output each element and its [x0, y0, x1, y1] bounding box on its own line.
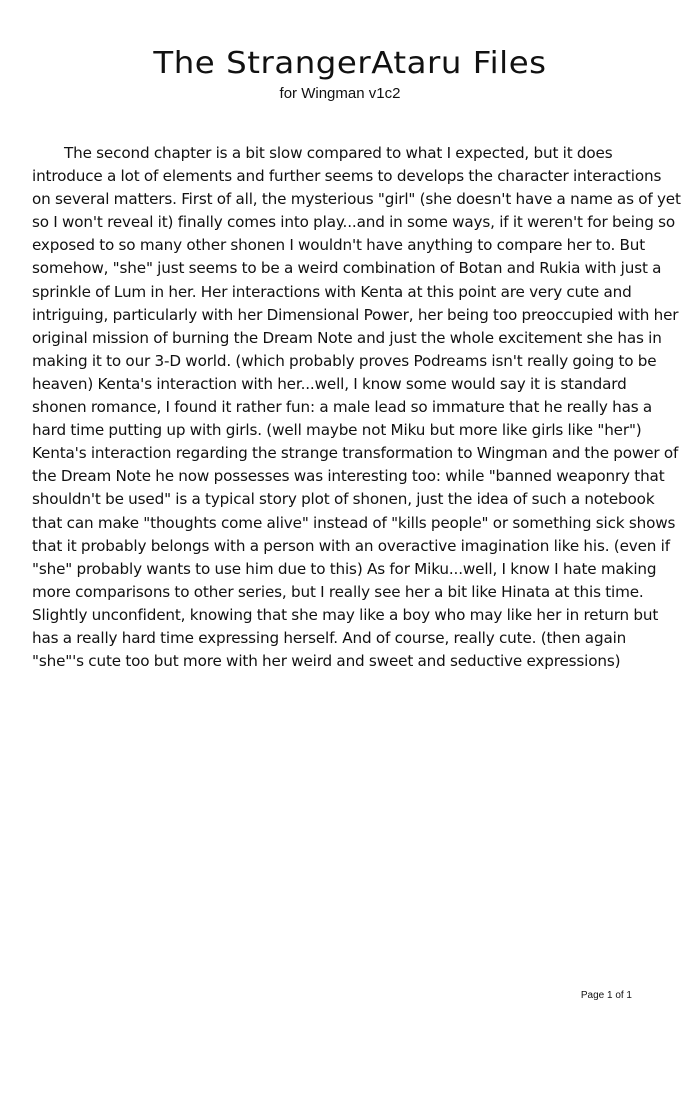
document-subtitle: for Wingman v1c2	[279, 85, 401, 102]
body-paragraph: The second chapter is a bit slow compared to what I expected, but it does introduce a lot of elements and further seems to develops the character interactions on several matters. First of all, the mysterious "girl" (she doesn't have a name as of yet so I won't reveal it) finally comes into play...and in some ways, if it weren't for being so exposed to so many other shonen I wouldn't have anything to compare her to. But somehow, "she" just seems to be a weird combination of Botan and Rukia with just a sprinkle of Lum in her. Her interactions with Kenta at this point are very cute and intriguing, particularly with her Dimensional Power, her being too preoccupied with her original mission of burning the Dream Note and just the whole excitement she has in making it to our 3-D world. (which probably proves Podreams isn't really going to be heaven) Kenta's interaction with her...well, I know some would say it is standard shonen romance, I found it rather fun: a male lead so immature that he really has a hard time putting up with girls. (well maybe not Miku but more like girls like "her") Kenta's interaction regarding the strange transformation to Wingman and the power of the Dream Note he now possesses was interesting too: while "banned weaponry that shouldn't be used" is a typical story plot of shonen, just the idea of such a notebook that can make "thoughts come alive" instead of "kills people" or something sick shows that it probably belongs with a person with an overactive imagination like his. (even if "she" probably wants to use him due to this) As for Miku...well, I know I hate making more comparisons to other series, but I really see her a bit like Hinata at this time. Slightly unconfident, knowing that she may like a boy who may like her in return but has a really hard time expressing herself. And of course, really cute. (then again "she"'s cute too but more with her weird and sweet and seductive expressions)	[32, 144, 681, 671]
document-title: The StrangerAtaru Files	[153, 46, 547, 81]
page-number: Page 1 of 1	[580, 990, 632, 1001]
